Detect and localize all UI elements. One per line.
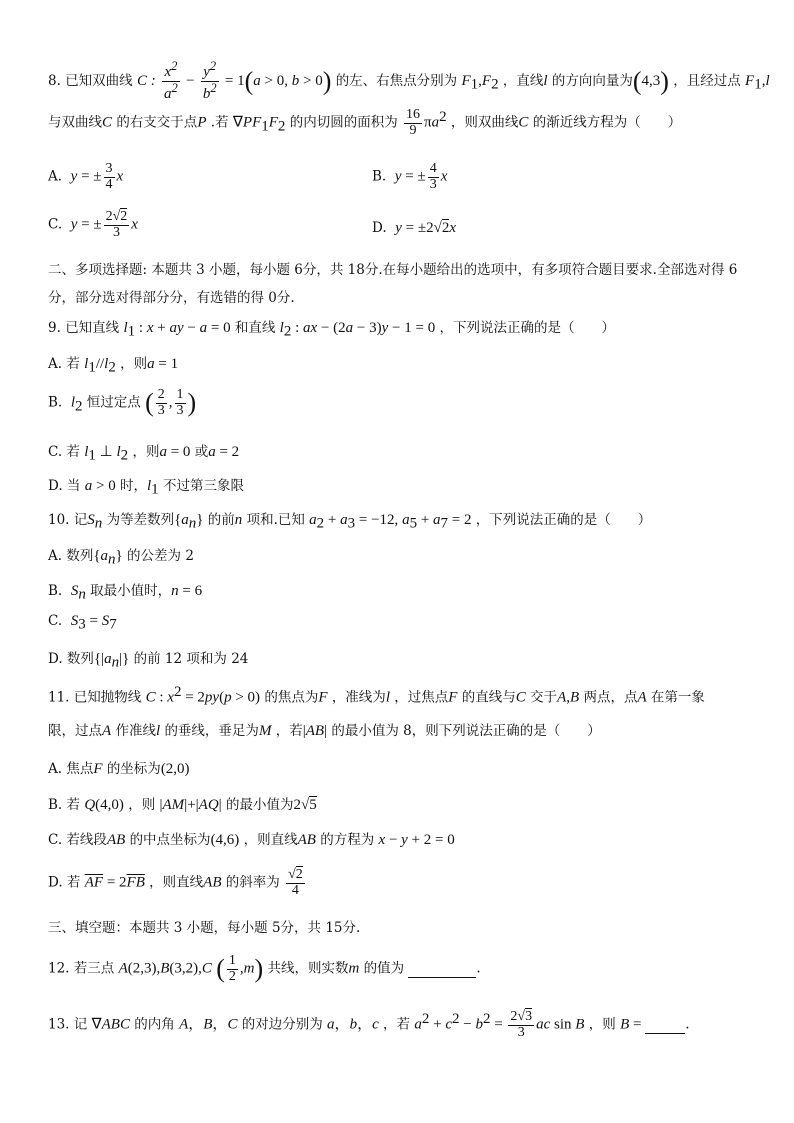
q9-option-d[interactable]: D. 当 a > 0 时，$l_1$ 不过第三象限	[48, 478, 244, 498]
answer-blank[interactable]	[408, 961, 476, 978]
q10-stem: 10. 记$S_n$ 为等差数列$\{a_n\}$ 的前n 项和.已知 $a_2 + a_3 = -12$, $a_5 + a_7 = 2$ ，下列说法正确的是（ ）	[48, 512, 652, 532]
q11-stem-line1: 11. 已知抛物线 C : $x^2 = 2py(p > 0)$ 的焦点为F ，准线为l ，过焦点F 的直线与C 交于A,B 两点，点A 在第一象	[48, 684, 705, 706]
q8-option-d[interactable]: D. y = ±2√2x	[372, 220, 457, 236]
math: C :	[136, 72, 156, 89]
q12-number: 12.	[48, 960, 70, 977]
q8-number: 8.	[48, 72, 61, 89]
q13-number: 13.	[48, 1016, 70, 1033]
q11-option-a[interactable]: A. 焦点F 的坐标为(2,0)	[48, 761, 190, 777]
q10-option-d[interactable]: D. 数列$\{|a_n|\}$ 的前 12 项和为 24	[48, 651, 249, 671]
q9-option-c[interactable]: C. 若 $l_1$ ⊥ $l_2$ ，则a = 0 或a = 2	[48, 444, 240, 464]
q9-number: 9.	[48, 320, 61, 336]
q9-stem: 9. 已知直线 $l_1$ : x + ay − a = 0 和直线 $l_2$ : ax − (2a − 3)y − 1 = 0 ，下列说法正确的是（ ）	[48, 320, 616, 340]
q11-option-b[interactable]: B. 若 Q(4,0) ，则 |AM|+|AQ| 的最小值为2√5	[48, 797, 317, 813]
section2-heading: 二、多项选择题: 本题共 3 小题，每小题 6分，共 18分.在每小题给出的选项中，有多项符合题目要求.全部选对得 6	[48, 262, 738, 278]
q8-option-c[interactable]: C. y = ± $\frac{2√2}{3}$ x	[48, 209, 138, 240]
q9-option-b[interactable]: B. $l_2$ 恒过定点 ( $\frac{2}{3}$ , $\frac{1}{3}$ )	[48, 387, 197, 418]
q8-option-a[interactable]: A. y = ± $\frac{3}{4}$ x	[48, 161, 124, 192]
q11-number: 11.	[48, 689, 70, 706]
q10-number: 10.	[48, 512, 70, 528]
q10-option-c[interactable]: C. $S_3 = S_7$	[48, 613, 117, 633]
q9-option-a[interactable]: A. 若 $l_1//l_2$ ，则a = 1	[48, 356, 179, 376]
section2-heading-line2: 分，部分选对得部分分，有选错的得 0分.	[48, 290, 295, 306]
fraction: $\frac{y^2}{b^2}$	[202, 59, 217, 102]
q11-option-c[interactable]: C. 若线段AB 的中点坐标为(4,6) ，则直线AB 的方程为 x − y + 2 = 0	[48, 832, 455, 848]
q8-stem-line2: 与双曲线C 的右支交于点P .若 $\nabla PF_1F_2$ 的内切圆的面积为 $\frac{16}{9}$ $\pi a^2$ ，则双曲线C 的渐近线方程为（ ）	[48, 107, 682, 138]
q10-option-a[interactable]: A. 数列$\{a_n\}$ 的公差为 2	[48, 548, 194, 568]
q8-option-b[interactable]: B. y = ± $\frac{4}{3}$ x	[372, 161, 448, 192]
q11-option-d[interactable]: D. 若 $\overline{AF} = 2\overline{FB}$ ，则直线AB 的斜率为 $\frac{√2}{4}$	[48, 867, 303, 898]
q11-stem-line2: 限，过点A 作准线l 的垂线，垂足为M ，若|AB| 的最小值为 8，则下列说法正确的是（ ）	[48, 723, 601, 739]
fraction: $\frac{x^2}{a^2}$	[164, 59, 178, 102]
answer-blank[interactable]	[645, 1017, 685, 1034]
fraction: $\frac{16}{9}$	[406, 107, 421, 138]
q13-stem: 13. 记 ∇ABC 的内角 A，B，C 的对边分别为 a，b，c ，若 $a^2 + c^2 - b^2$ = $\frac{2√3}{3}$ ac sin B ，则 B = .	[48, 1009, 690, 1040]
q8-stem-line1: 8. 已知双曲线 C : $\frac{x^2}{a^2}$ − $\frac{y^2}{b^2}$ = 1(a > 0, b > 0) 的左、右焦点分别为 $F_1,F_2$ ，直线l 的方向向量为(4,3) ，且经过点 $F_1,l$	[48, 59, 770, 102]
section3-heading: 三、填空题：本题共 3 小题，每小题 5分，共 15分.	[48, 920, 361, 936]
q10-option-b[interactable]: B. $S_n$ 取最小值时，n = 6	[48, 583, 203, 603]
q12-stem: 12. 若三点 A(2,3),B(3,2),C ( $\frac{1}{2}$ ,m) 共线，则实数m 的值为 .	[48, 953, 481, 984]
